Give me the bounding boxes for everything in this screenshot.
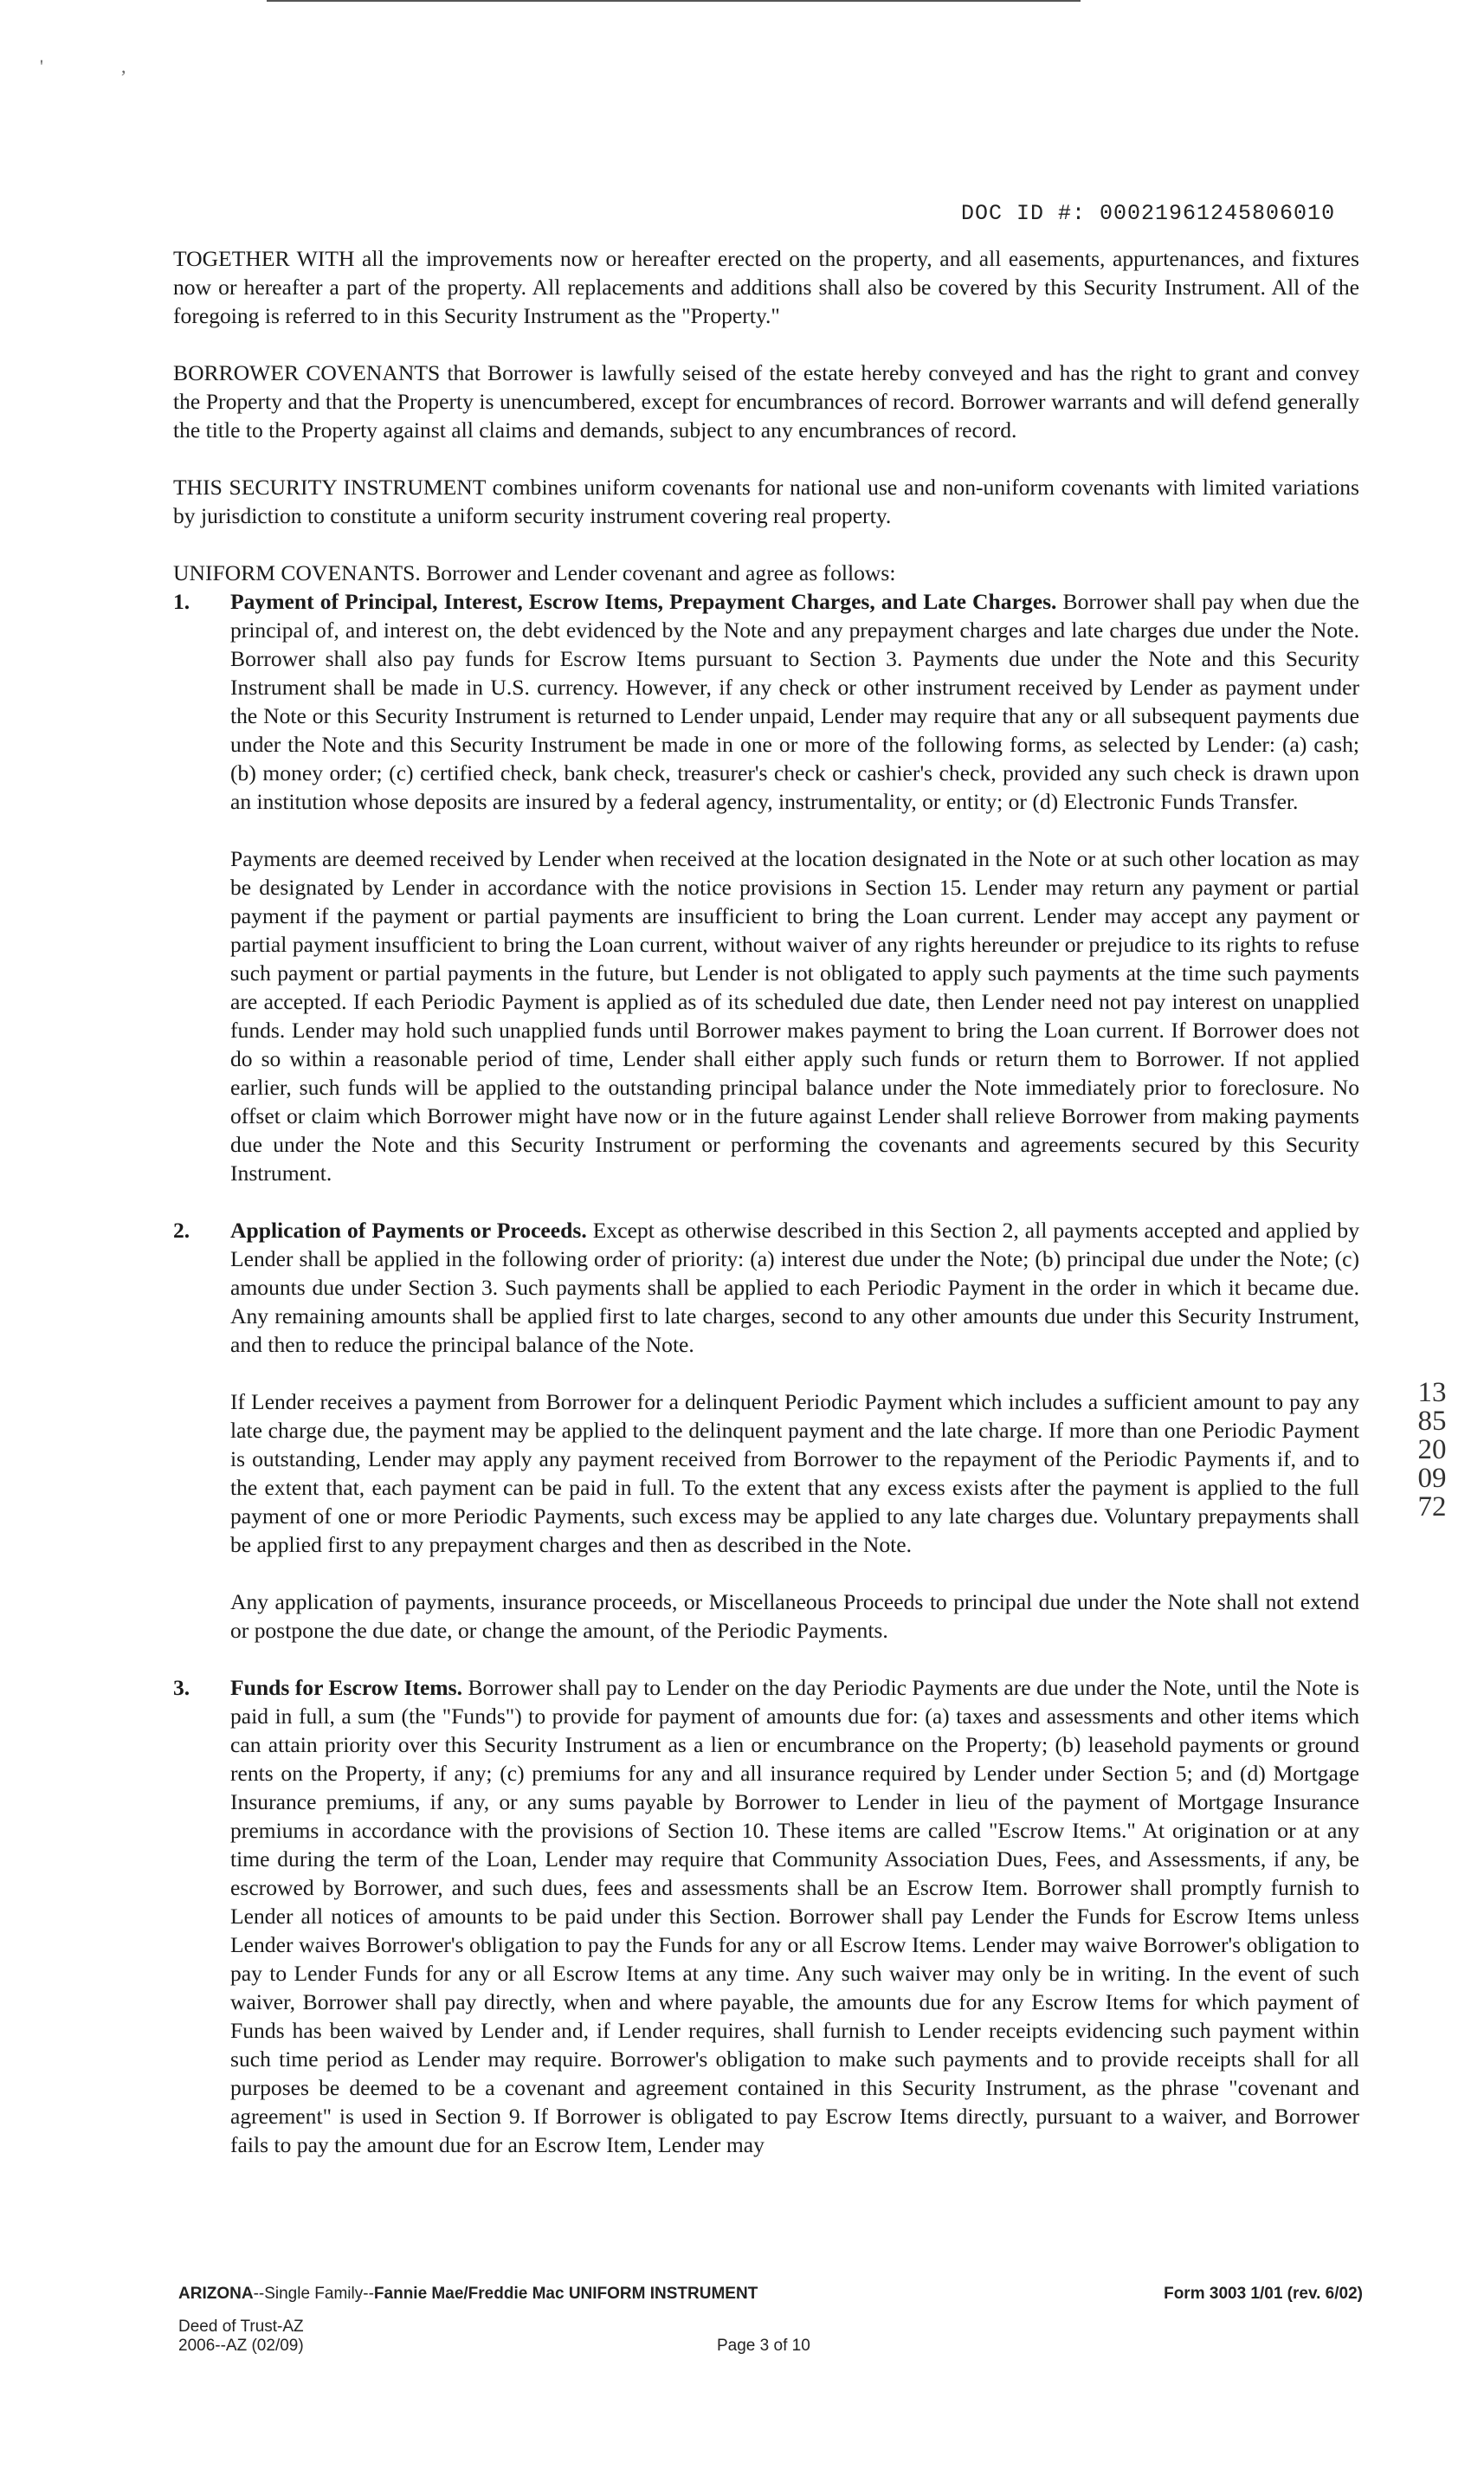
section-text: Borrower shall pay when due the principal of, and interest on, the debt evidenced by the Note and any prepayment charges and late charges due under the Note. Borrower shall also pay funds for Escrow Items pursuant to Section 3. Payments due under the Note and this Security Instrument shall be made in U.S. currency. However, if any check or other instrument received by Lender as payment under the Note or this Security Instrument is returned to Lender unpaid, Lender may require that any or all subsequent payments due under the Note and this Security Instrument be made in one or more of the following forms, as selected by Lender: (a) cash; (b) money order; (c) certified check, bank check, treasurer's check or cashier's check, provided any such check is drawn upon an institution whose deposits are insured by a federal agency, instrumentality, or entity; or (d) Electronic Funds Transfer. bbox=[230, 589, 1359, 814]
footer-state: ARIZONA bbox=[178, 2285, 254, 2303]
footer-instrument: Fannie Mae/Freddie Mac UNIFORM INSTRUMENT bbox=[373, 2285, 758, 2303]
section-paragraph: If Lender receives a payment from Borrower for a delinquent Periodic Payment which includes a sufficient amount to pay any late charge due, the payment may be applied to the delinquent payment and the late charge. If more than one Periodic Payment is outstanding, Lender may apply any payment received from Borrower to the repayment of the Periodic Payments if, and to the extent that, each payment can be paid in full. To the extent that any excess exists after the payment is applied to the full payment of one or more Periodic Payments, such excess may be applied to any late charges due. Voluntary prepayments shall be applied first to any prepayment charges and then as described in the Note. bbox=[230, 1389, 1359, 1557]
uniform-covenants-intro: UNIFORM COVENANTS. Borrower and Lender covenant and agree as follows: bbox=[173, 560, 896, 585]
section-2 bbox=[173, 1216, 1359, 1645]
borrower-covenants-paragraph: BORROWER COVENANTS that Borrower is lawfully seised of the estate hereby conveyed and has the right to grant and convey the Property and that the Property is unencumbered, except for encumbrances of record. Borrower warrants and will defend generally the title to the Property against all claims and demands, subject to any encumbrances of record. bbox=[173, 360, 1359, 443]
section-number: 3. bbox=[173, 1675, 190, 1700]
top-border-line bbox=[267, 0, 1081, 2]
page-number: Page 3 of 10 bbox=[717, 2337, 810, 2355]
section-heading: Payment of Principal, Interest, Escrow Items, Prepayment Charges, and Late Charges. bbox=[230, 589, 1057, 614]
section-number: 2. bbox=[173, 1218, 190, 1243]
section-text: Borrower shall pay to Lender on the day Periodic Payments are due under the Note, until the Note is paid in full, a sum (the "Funds") to provide for payment of amounts due for: (a) taxes and assessments and other items which can attain priority over this Security Instrument as a lien or encumbrance on the Property; (b) leasehold payments or ground rents on the Property, if any; (c) premiums for any and all insurance required by Lender under Section 5; and (d) Mortgage Insurance premiums, if any, or any sums payable by Borrower to Lender in lieu of the payment of Mortgage Insurance premiums in accordance with the provisions of Section 10. These items are called "Escrow Items." At origination or at any time during the term of the Loan, Lender may require that Community Association Dues, Fees, and Assessments, if any, be escrowed by Borrower, and such dues, fees and assessments shall be an Escrow Item. Borrower shall promptly furnish to Lender all notices of amounts to be paid under this Section. Borrower shall pay Lender the Funds for Escrow Items unless Lender waives Borrower's obligation to pay the Funds for any or all Escrow Items. Lender may waive Borrower's obligation to pay to Lender Funds for any or all Escrow Items at any time. Any such waiver may only be in writing. In the event of such waiver, Borrower shall pay directly, when and where payable, the amounts due for any Escrow Items for which payment of Funds has been waived by Lender and, if Lender requires, shall furnish to Lender receipts evidencing such payment within such time period as Lender may require. Borrower's obligation to make such payments and to provide receipts shall for all purposes be deemed to be a covenant and agreement contained in this Security Instrument, as the phrase "covenant and agreement" is used in Section 9. If Borrower is obligated to pay Escrow Items directly, pursuant to a waiver, and Borrower fails to pay the amount due for an Escrow Item, Lender may bbox=[230, 1675, 1359, 2157]
section-text: Except as otherwise described in this Section 2, all payments accepted and applied by Lender shall be applied in the following order of priority: (a) interest due under the Note; (b) principal due under the Note; (c) amounts due under Section 3. Such payments shall be applied to each Periodic Payment in the order in which it became due. Any remaining amounts shall be applied first to late charges, second to any other amounts due under this Security Instrument, and then to reduce the principal balance of the Note. bbox=[230, 1218, 1359, 1357]
footer-form-number: Form 3003 1/01 (rev. 6/02) bbox=[1164, 2285, 1363, 2303]
margin-recording-number: 1385200972 bbox=[1417, 1377, 1447, 1522]
scan-speck: , bbox=[121, 55, 126, 77]
section-3 bbox=[173, 1673, 1359, 2159]
footer-family: --Single Family-- bbox=[253, 2285, 374, 2303]
security-instrument-paragraph: THIS SECURITY INSTRUMENT combines uniform covenants for national use and non-uniform covenants with limited variations by jurisdiction to constitute a uniform security instrument covering real property. bbox=[173, 475, 1359, 528]
scan-speck: ' bbox=[40, 55, 43, 77]
section-1 bbox=[173, 587, 1359, 1187]
footer-doc-code: 2006--AZ (02/09) bbox=[178, 2337, 304, 2355]
section-paragraph: Payments are deemed received by Lender when received at the location designated in the Note or at such other location as may be designated by Lender in accordance with the notice provisions in Section 15. Lender may return any payment or partial payment if the payment or partial payments are insufficient to bring the Loan current. Lender may accept any payment or partial payment insufficient to bring the Loan current, without waiver of any rights hereunder or prejudice to its rights to refuse such payment or partial payments in the future, but Lender is not obligated to apply such payments at the time such payments are accepted. If each Periodic Payment is applied as of its scheduled due date, then Lender need not pay interest on unapplied funds. Lender may hold such unapplied funds until Borrower makes payment to bring the Loan current. If Borrower does not do so within a reasonable period of time, Lender shall either apply such funds or return them to Borrower. If not applied earlier, such funds will be applied to the outstanding principal balance under the Note immediately prior to foreclosure. No offset or claim which Borrower might have now or in the future against Lender shall relieve Borrower from making payments due under the Note and this Security Instrument or performing the covenants and agreements secured by this Security Instrument. bbox=[230, 846, 1359, 1186]
section-heading: Funds for Escrow Items. bbox=[230, 1675, 462, 1700]
together-paragraph: TOGETHER WITH all the improvements now or hereafter erected on the property, and all easements, appurtenances, and fixtures now or hereafter a part of the property. All replacements and additions shall also be covered by this Security Instrument. All of the foregoing is referred to in this Security Instrument as the "Property." bbox=[173, 246, 1359, 328]
document-body bbox=[173, 244, 1359, 2188]
page-footer bbox=[178, 2285, 1363, 2356]
section-paragraph: Any application of payments, insurance proceeds, or Miscellaneous Proceeds to principal due under the Note shall not extend or postpone the due date, or change the amount, of the Periodic Payments. bbox=[230, 1589, 1359, 1643]
doc-id: DOC ID #: 00021961245806010 bbox=[961, 201, 1336, 226]
section-heading: Application of Payments or Proceeds. bbox=[230, 1218, 587, 1243]
footer-doc-type: Deed of Trust-AZ bbox=[178, 2318, 304, 2336]
section-number: 1. bbox=[173, 589, 190, 614]
